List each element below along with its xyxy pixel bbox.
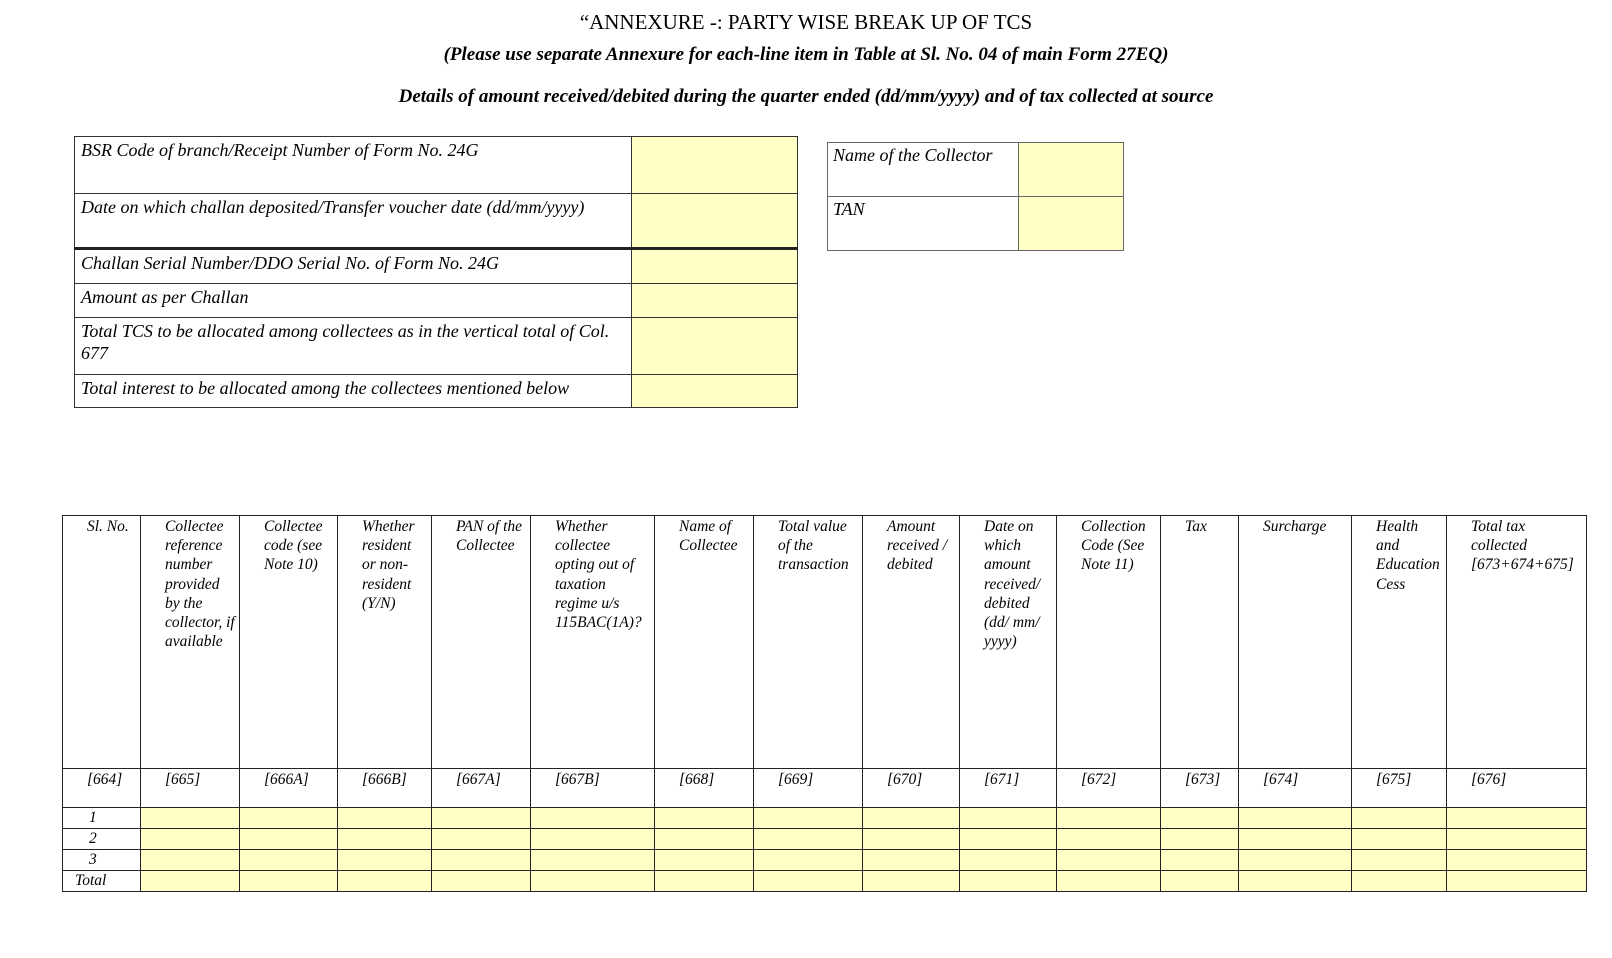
col-number: [675] — [1352, 769, 1447, 808]
table-cell[interactable] — [432, 808, 531, 829]
table-cell[interactable] — [338, 850, 432, 871]
table-cell[interactable] — [863, 850, 960, 871]
col-number: [666B] — [338, 769, 432, 808]
challan-serial-field[interactable] — [632, 249, 798, 284]
table-cell[interactable] — [1447, 850, 1587, 871]
col-number: [667A] — [432, 769, 531, 808]
table-cell[interactable] — [754, 871, 863, 892]
col-number: [676] — [1447, 769, 1587, 808]
table-cell[interactable] — [655, 850, 754, 871]
col-header-date-received: Date on which amount received/ debited (dd/ mm/ yyyy) — [960, 516, 1057, 769]
col-header-collectee-name: Name of Collectee — [655, 516, 754, 769]
col-header-tax: Tax — [1161, 516, 1239, 769]
col-number: [665] — [141, 769, 240, 808]
table-cell[interactable] — [1057, 871, 1161, 892]
table-cell[interactable] — [960, 829, 1057, 850]
total-row — [63, 871, 1587, 892]
table-cell[interactable] — [338, 808, 432, 829]
col-number: [674] — [1239, 769, 1352, 808]
table-cell[interactable] — [655, 829, 754, 850]
table-cell[interactable] — [1239, 850, 1352, 871]
table-cell[interactable] — [960, 850, 1057, 871]
col-number: [673] — [1161, 769, 1239, 808]
table-cell[interactable] — [432, 850, 531, 871]
table-cell[interactable] — [1057, 850, 1161, 871]
table-cell[interactable] — [1352, 871, 1447, 892]
column-number-row — [63, 769, 1587, 808]
details-heading: Details of amount received/debited during the quarter ended (dd/mm/yyyy) and of tax collected at source — [398, 86, 1214, 107]
table-cell[interactable] — [338, 829, 432, 850]
col-header-total-value: Total value of the transaction — [754, 516, 863, 769]
party-wise-breakup-table — [62, 515, 1587, 892]
table-cell[interactable] — [1161, 850, 1239, 871]
table-cell[interactable] — [655, 808, 754, 829]
col-number: [672] — [1057, 769, 1161, 808]
col-header-opting-out-115bac: Whether collectee opting out of taxation regime u/s 115BAC(1A)? — [531, 516, 655, 769]
challan-amount-field[interactable] — [632, 284, 798, 318]
table-cell[interactable] — [141, 871, 240, 892]
col-number: [666A] — [240, 769, 338, 808]
annexure-subtitle: (Please use separate Annexure for each-line item in Table at Sl. No. 04 of main Form 27EQ) — [443, 44, 1169, 65]
row-serial: 2 — [63, 829, 141, 850]
table-cell[interactable] — [863, 829, 960, 850]
row-serial: 1 — [63, 808, 141, 829]
table-cell[interactable] — [1057, 808, 1161, 829]
table-cell[interactable] — [1161, 808, 1239, 829]
table-cell[interactable] — [960, 808, 1057, 829]
challan-date-label: Date on which challan deposited/Transfer voucher date (dd/mm/yyyy) — [75, 194, 632, 249]
col-header-health-education-cess: Health and Education Cess — [1352, 516, 1447, 769]
col-header-sl-no: Sl. No. — [63, 516, 141, 769]
table-cell[interactable] — [531, 808, 655, 829]
table-cell[interactable] — [1352, 808, 1447, 829]
col-number: [664] — [63, 769, 141, 808]
table-cell[interactable] — [1161, 871, 1239, 892]
table-cell[interactable] — [655, 871, 754, 892]
table-cell[interactable] — [1447, 829, 1587, 850]
col-header-pan: PAN of the Collectee — [432, 516, 531, 769]
table-cell[interactable] — [141, 808, 240, 829]
table-cell[interactable] — [960, 871, 1057, 892]
table-cell[interactable] — [863, 808, 960, 829]
table-cell[interactable] — [754, 850, 863, 871]
col-number: [669] — [754, 769, 863, 808]
challan-amount-label: Amount as per Challan — [75, 284, 632, 318]
table-cell[interactable] — [240, 808, 338, 829]
total-interest-label: Total interest to be allocated among the collectees mentioned below — [75, 375, 632, 408]
table-cell[interactable] — [1239, 808, 1352, 829]
bsr-code-field[interactable] — [632, 137, 798, 194]
challan-serial-label: Challan Serial Number/DDO Serial No. of Form No. 24G — [75, 249, 632, 284]
table-row — [63, 808, 1587, 829]
table-cell[interactable] — [1057, 829, 1161, 850]
col-header-amount-received: Amount received / debited — [863, 516, 960, 769]
table-cell[interactable] — [531, 871, 655, 892]
tan-label: TAN — [828, 197, 1019, 251]
table-cell[interactable] — [531, 829, 655, 850]
bsr-code-label: BSR Code of branch/Receipt Number of Form No. 24G — [75, 137, 632, 194]
total-interest-field[interactable] — [632, 375, 798, 408]
table-cell[interactable] — [754, 808, 863, 829]
table-cell[interactable] — [240, 871, 338, 892]
col-header-total-tax-collected: Total tax collected [673+674+675] — [1447, 516, 1587, 769]
col-header-collectee-code: Collectee code (see Note 10) — [240, 516, 338, 769]
col-header-collection-code: Collection Code (See Note 11) — [1057, 516, 1161, 769]
table-cell[interactable] — [1352, 850, 1447, 871]
table-cell[interactable] — [240, 850, 338, 871]
total-label: Total — [63, 871, 141, 892]
collector-box — [827, 142, 1124, 251]
annexure-title: “ANNEXURE -: PARTY WISE BREAK UP OF TCS — [579, 10, 1033, 34]
collector-name-field[interactable] — [1018, 143, 1123, 197]
table-cell[interactable] — [432, 829, 531, 850]
col-header-collectee-reference: Collectee reference number provided by the collector, if available — [141, 516, 240, 769]
col-number: [670] — [863, 769, 960, 808]
table-cell[interactable] — [863, 871, 960, 892]
table-cell[interactable] — [1447, 871, 1587, 892]
tan-field[interactable] — [1018, 197, 1123, 251]
total-tcs-field[interactable] — [632, 318, 798, 375]
table-cell[interactable] — [1239, 871, 1352, 892]
table-row — [63, 829, 1587, 850]
table-cell[interactable] — [141, 850, 240, 871]
table-cell[interactable] — [240, 829, 338, 850]
table-cell[interactable] — [141, 829, 240, 850]
table-cell[interactable] — [1352, 829, 1447, 850]
col-header-resident-status: Whether resident or non-resident (Y/N) — [338, 516, 432, 769]
col-number: [668] — [655, 769, 754, 808]
table-cell[interactable] — [531, 850, 655, 871]
table-row — [63, 850, 1587, 871]
col-number: [671] — [960, 769, 1057, 808]
table-cell[interactable] — [1447, 808, 1587, 829]
table-cell[interactable] — [432, 871, 531, 892]
col-header-surcharge: Surcharge — [1239, 516, 1352, 769]
column-header-row — [63, 516, 1587, 769]
col-number: [667B] — [531, 769, 655, 808]
table-cell[interactable] — [338, 871, 432, 892]
challan-details-box — [74, 136, 798, 408]
row-serial: 3 — [63, 850, 141, 871]
collector-name-label: Name of the Collector — [828, 143, 1019, 197]
table-cell[interactable] — [754, 829, 863, 850]
table-cell[interactable] — [1239, 829, 1352, 850]
table-cell[interactable] — [1161, 829, 1239, 850]
challan-date-field[interactable] — [632, 194, 798, 249]
total-tcs-label: Total TCS to be allocated among collectees as in the vertical total of Col. 677 — [75, 318, 632, 375]
